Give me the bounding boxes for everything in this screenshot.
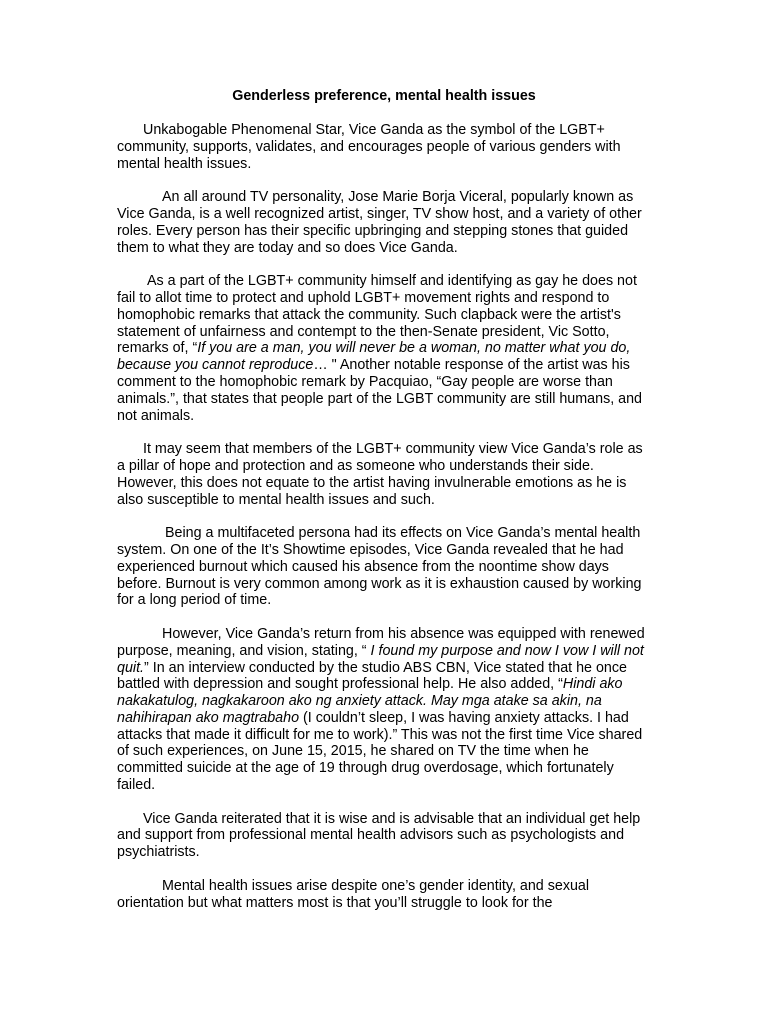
paragraph-3-quote: If you are a man, you will never be a woman, no matter what you do, because you cannot reproduce [117,340,631,374]
paragraph-6-text-c: (I couldn’t sleep, I was having anxiety attacks. I had attacks that made it difficult for me to work).” This was not the first time Vice shared of such experiences, on June 15, 2015, he shared on TV the time when he committed suicide at the age of 19 through drug overdosage, which fortunately failed. [117,709,643,794]
paragraph-8: Mental health issues arise despite one’s gender identity, and sexual orientation but what matters most is that you’ll struggle to look for the [117,877,590,911]
document-title: Genderless preference, mental health issues [232,88,536,104]
paragraph-1: Unkabogable Phenomenal Star, Vice Ganda as the symbol of the LGBT+ community, supports, validates, and encourages people of various genders with mental health issues. [117,122,621,172]
paragraph-3-text-b: … " Another notable response of the artist was his comment to the homophobic remark by Pacquiao, “Gay people are worse than animals.”, that states that people part of the LGBT community are still humans, and not animals. [117,357,643,424]
paragraph-6-quote-1: I found my purpose and now I vow I will not quit. [117,642,644,676]
document-body [117,122,653,911]
paragraph-7: Vice Ganda reiterated that it is wise and is advisable that an individual get help and support from professional mental health advisors such as psychologists and psychiatrists. [117,810,641,861]
paragraph-6 [117,626,653,794]
paragraph-6-text-a: However, Vice Ganda’s return from his absence was equipped with renewed purpose, meaning, and vision, stating, “ [117,625,645,659]
paragraph-5: Being a multifaceted persona had its effects on Vice Ganda’s mental health system. On one of the It’s Showtime episodes, Vice Ganda revealed that he had experienced burnout which caused his absence from the noontime show days before. Burnout is very common among work as it is exhaustion caused by working for a long period of time. [117,525,642,609]
paragraph-4: It may seem that members of the LGBT+ community view Vice Ganda’s role as a pillar of hope and protection and as someone who understands their side. However, this does not equate to the artist having invulnerable emotions as he is also susceptible to mental health issues and such. [117,441,643,508]
paragraph-2: An all around TV personality, Jose Marie Borja Viceral, popularly known as Vice Ganda, is a well recognized artist, singer, TV show host, and a variety of other roles. Every person has their specific upbringing and stepping stones that guided them to what they are today and so does Vice Ganda. [117,189,642,256]
paragraph-6-text-b: ” In an interview conducted by the studio ABS CBN, Vice stated that he once battled with depression and sought professional help. He also added, “ [117,659,627,693]
paragraph-6-quote-2: Hindi ako nakakatulog, nagkakaroon ako ng anxiety attack. May mga atake sa akin, na nahihirapan ako magtrabaho [117,676,623,726]
paragraph-3 [117,273,653,424]
paragraph-3-text-a: As a part of the LGBT+ community himself and identifying as gay he does not fail to allot time to protect and uphold LGBT+ movement rights and respond to homophobic remarks that attack the community. Such clapback were the artist's statement of unfairness and contempt to the then-Senate president, Vic Sotto, remarks of, “ [117,273,637,357]
